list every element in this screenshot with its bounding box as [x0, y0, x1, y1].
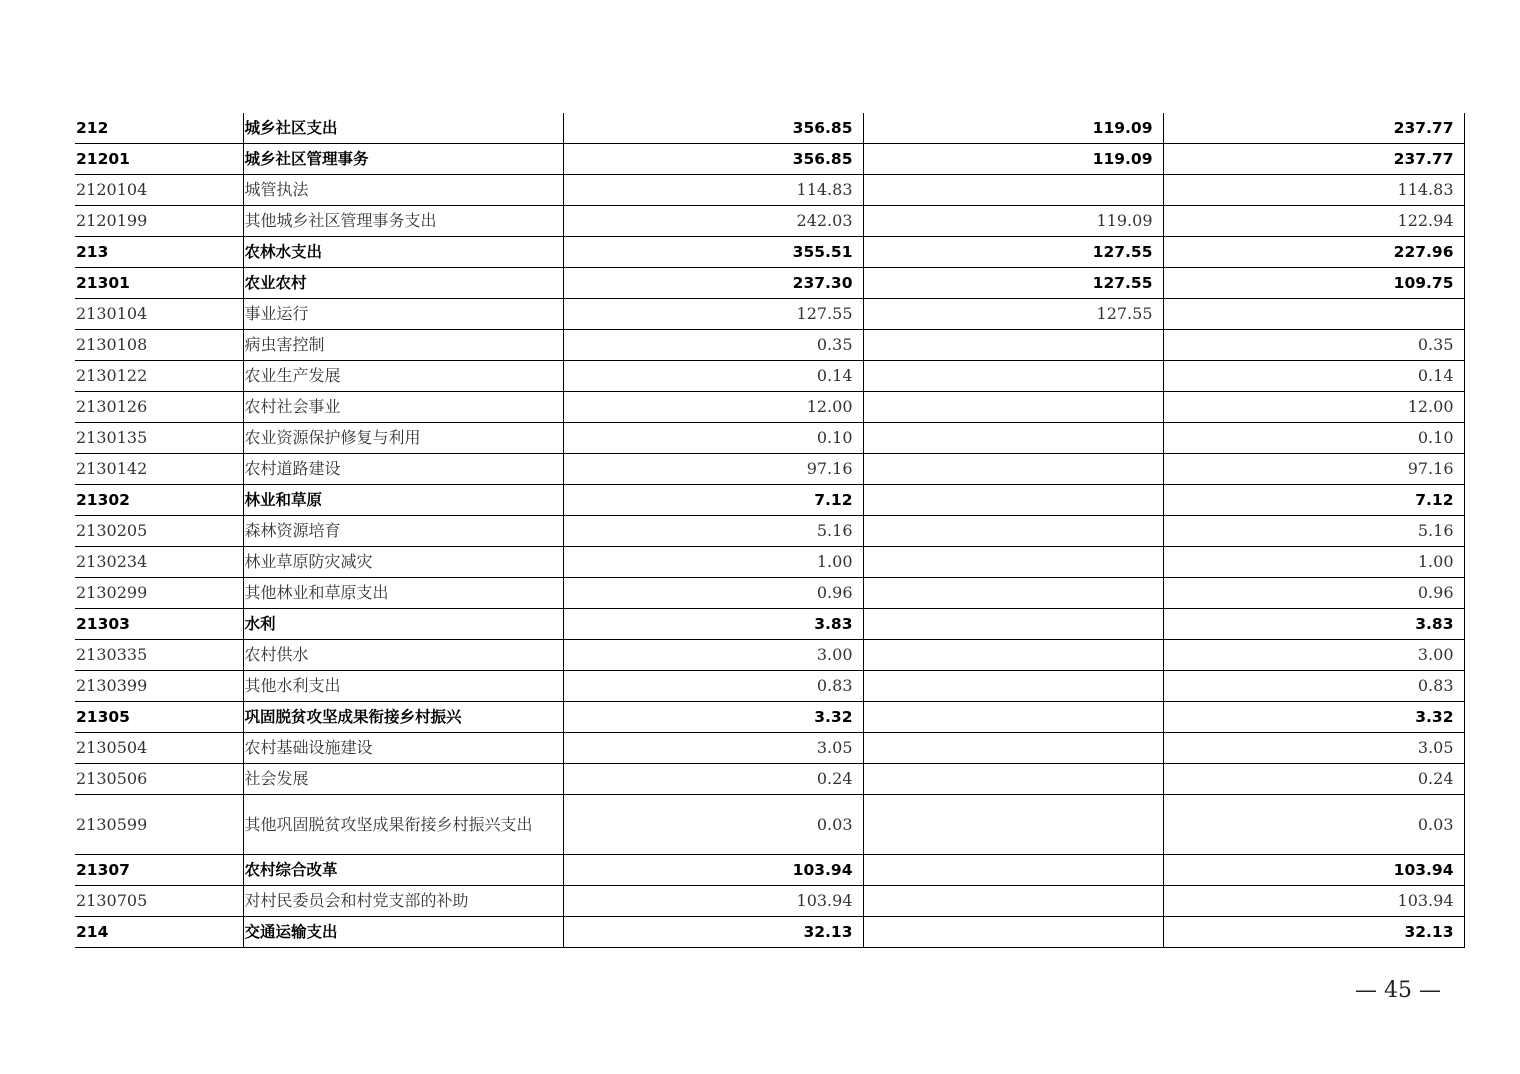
table-row: [75, 330, 1464, 361]
basic-expenditure-cell: 119.09: [863, 113, 1163, 144]
table-row: [75, 485, 1464, 516]
subject-code-cell: 2130705: [75, 886, 243, 917]
project-expenditure-cell: 97.16: [1163, 454, 1464, 485]
subject-code-cell: 2130299: [75, 578, 243, 609]
budget-table-body: [75, 113, 1464, 948]
table-row: [75, 113, 1464, 144]
basic-expenditure-cell: [863, 423, 1163, 454]
table-row: [75, 609, 1464, 640]
subject-name-cell: 其他林业和草原支出: [243, 578, 563, 609]
subject-code-cell: 2130506: [75, 764, 243, 795]
subject-code-cell: 2130135: [75, 423, 243, 454]
table-row: [75, 764, 1464, 795]
subject-name-cell: 农村道路建设: [243, 454, 563, 485]
table-row: [75, 640, 1464, 671]
basic-expenditure-cell: [863, 917, 1163, 948]
total-amount-cell: 0.35: [563, 330, 863, 361]
basic-expenditure-cell: [863, 547, 1163, 578]
basic-expenditure-cell: [863, 454, 1163, 485]
project-expenditure-cell: 0.83: [1163, 671, 1464, 702]
basic-expenditure-cell: [863, 640, 1163, 671]
subject-code-cell: 2130599: [75, 795, 243, 855]
total-amount-cell: 1.00: [563, 547, 863, 578]
total-amount-cell: 3.00: [563, 640, 863, 671]
project-expenditure-cell: 0.10: [1163, 423, 1464, 454]
subject-code-cell: 2130399: [75, 671, 243, 702]
total-amount-cell: 114.83: [563, 175, 863, 206]
project-expenditure-cell: 103.94: [1163, 886, 1464, 917]
basic-expenditure-cell: [863, 886, 1163, 917]
total-amount-cell: 0.14: [563, 361, 863, 392]
total-amount-cell: 0.83: [563, 671, 863, 702]
subject-name-cell: 农业资源保护修复与利用: [243, 423, 563, 454]
total-amount-cell: 356.85: [563, 113, 863, 144]
table-row: [75, 547, 1464, 578]
basic-expenditure-cell: 127.55: [863, 299, 1163, 330]
subject-code-cell: 212: [75, 113, 243, 144]
subject-code-cell: 2120199: [75, 206, 243, 237]
project-expenditure-cell: 3.32: [1163, 702, 1464, 733]
basic-expenditure-cell: 127.55: [863, 237, 1163, 268]
basic-expenditure-cell: [863, 671, 1163, 702]
page-number: — 45 —: [1355, 978, 1441, 1003]
budget-table: [75, 113, 1465, 948]
project-expenditure-cell: 114.83: [1163, 175, 1464, 206]
subject-code-cell: 21307: [75, 855, 243, 886]
subject-code-cell: 21201: [75, 144, 243, 175]
subject-code-cell: 2130126: [75, 392, 243, 423]
table-row: [75, 237, 1464, 268]
project-expenditure-cell: 1.00: [1163, 547, 1464, 578]
total-amount-cell: 5.16: [563, 516, 863, 547]
project-expenditure-cell: 103.94: [1163, 855, 1464, 886]
subject-name-cell: 社会发展: [243, 764, 563, 795]
subject-name-cell: 森林资源培育: [243, 516, 563, 547]
basic-expenditure-cell: [863, 702, 1163, 733]
subject-name-cell: 其他巩固脱贫攻坚成果衔接乡村振兴支出: [243, 795, 563, 855]
subject-name-cell: 巩固脱贫攻坚成果衔接乡村振兴: [243, 702, 563, 733]
subject-code-cell: 2130122: [75, 361, 243, 392]
basic-expenditure-cell: [863, 578, 1163, 609]
subject-name-cell: 交通运输支出: [243, 917, 563, 948]
subject-name-cell: 水利: [243, 609, 563, 640]
subject-name-cell: 农村基础设施建设: [243, 733, 563, 764]
basic-expenditure-cell: [863, 609, 1163, 640]
total-amount-cell: 3.05: [563, 733, 863, 764]
project-expenditure-cell: 3.05: [1163, 733, 1464, 764]
total-amount-cell: 7.12: [563, 485, 863, 516]
subject-code-cell: 214: [75, 917, 243, 948]
total-amount-cell: 12.00: [563, 392, 863, 423]
project-expenditure-cell: [1163, 299, 1464, 330]
table-row: [75, 423, 1464, 454]
project-expenditure-cell: 237.77: [1163, 113, 1464, 144]
table-row: [75, 299, 1464, 330]
subject-name-cell: 其他城乡社区管理事务支出: [243, 206, 563, 237]
table-row: [75, 578, 1464, 609]
subject-code-cell: 2130234: [75, 547, 243, 578]
subject-code-cell: 213: [75, 237, 243, 268]
subject-code-cell: 21301: [75, 268, 243, 299]
project-expenditure-cell: 0.96: [1163, 578, 1464, 609]
project-expenditure-cell: 3.00: [1163, 640, 1464, 671]
subject-code-cell: 2130205: [75, 516, 243, 547]
basic-expenditure-cell: [863, 855, 1163, 886]
project-expenditure-cell: 0.03: [1163, 795, 1464, 855]
basic-expenditure-cell: [863, 733, 1163, 764]
subject-code-cell: 21302: [75, 485, 243, 516]
basic-expenditure-cell: 119.09: [863, 206, 1163, 237]
project-expenditure-cell: 5.16: [1163, 516, 1464, 547]
basic-expenditure-cell: [863, 175, 1163, 206]
basic-expenditure-cell: 119.09: [863, 144, 1163, 175]
project-expenditure-cell: 0.24: [1163, 764, 1464, 795]
total-amount-cell: 97.16: [563, 454, 863, 485]
total-amount-cell: 242.03: [563, 206, 863, 237]
table-row: [75, 917, 1464, 948]
project-expenditure-cell: 3.83: [1163, 609, 1464, 640]
table-row: [75, 733, 1464, 764]
table-row: [75, 702, 1464, 733]
subject-name-cell: 林业草原防灾减灾: [243, 547, 563, 578]
total-amount-cell: 3.32: [563, 702, 863, 733]
project-expenditure-cell: 0.35: [1163, 330, 1464, 361]
subject-name-cell: 农村供水: [243, 640, 563, 671]
total-amount-cell: 0.96: [563, 578, 863, 609]
basic-expenditure-cell: [863, 485, 1163, 516]
table-row: [75, 516, 1464, 547]
subject-name-cell: 病虫害控制: [243, 330, 563, 361]
total-amount-cell: 32.13: [563, 917, 863, 948]
subject-name-cell: 农业生产发展: [243, 361, 563, 392]
subject-code-cell: 2130142: [75, 454, 243, 485]
project-expenditure-cell: 122.94: [1163, 206, 1464, 237]
project-expenditure-cell: 7.12: [1163, 485, 1464, 516]
table-row: [75, 268, 1464, 299]
subject-name-cell: 农林水支出: [243, 237, 563, 268]
subject-name-cell: 林业和草原: [243, 485, 563, 516]
table-row: [75, 144, 1464, 175]
subject-name-cell: 对村民委员会和村党支部的补助: [243, 886, 563, 917]
total-amount-cell: 127.55: [563, 299, 863, 330]
project-expenditure-cell: 109.75: [1163, 268, 1464, 299]
total-amount-cell: 0.03: [563, 795, 863, 855]
total-amount-cell: 103.94: [563, 855, 863, 886]
project-expenditure-cell: 227.96: [1163, 237, 1464, 268]
subject-name-cell: 农业农村: [243, 268, 563, 299]
subject-name-cell: 城乡社区支出: [243, 113, 563, 144]
project-expenditure-cell: 237.77: [1163, 144, 1464, 175]
total-amount-cell: 103.94: [563, 886, 863, 917]
total-amount-cell: 0.24: [563, 764, 863, 795]
total-amount-cell: 3.83: [563, 609, 863, 640]
subject-code-cell: 2130504: [75, 733, 243, 764]
subject-code-cell: 2130104: [75, 299, 243, 330]
total-amount-cell: 356.85: [563, 144, 863, 175]
subject-code-cell: 2130335: [75, 640, 243, 671]
basic-expenditure-cell: [863, 392, 1163, 423]
table-row: [75, 361, 1464, 392]
total-amount-cell: 237.30: [563, 268, 863, 299]
table-row: [75, 206, 1464, 237]
table-row: [75, 886, 1464, 917]
subject-name-cell: 农村社会事业: [243, 392, 563, 423]
subject-name-cell: 城管执法: [243, 175, 563, 206]
basic-expenditure-cell: 127.55: [863, 268, 1163, 299]
subject-code-cell: 2130108: [75, 330, 243, 361]
subject-name-cell: 事业运行: [243, 299, 563, 330]
subject-code-cell: 21305: [75, 702, 243, 733]
table-row: [75, 671, 1464, 702]
basic-expenditure-cell: [863, 516, 1163, 547]
basic-expenditure-cell: [863, 795, 1163, 855]
table-row: [75, 454, 1464, 485]
table-row: [75, 855, 1464, 886]
basic-expenditure-cell: [863, 764, 1163, 795]
table-row: [75, 795, 1464, 855]
total-amount-cell: 355.51: [563, 237, 863, 268]
table-row: [75, 175, 1464, 206]
table-row: [75, 392, 1464, 423]
subject-name-cell: 其他水利支出: [243, 671, 563, 702]
basic-expenditure-cell: [863, 361, 1163, 392]
subject-name-cell: 农村综合改革: [243, 855, 563, 886]
project-expenditure-cell: 32.13: [1163, 917, 1464, 948]
project-expenditure-cell: 0.14: [1163, 361, 1464, 392]
subject-code-cell: 21303: [75, 609, 243, 640]
total-amount-cell: 0.10: [563, 423, 863, 454]
basic-expenditure-cell: [863, 330, 1163, 361]
subject-code-cell: 2120104: [75, 175, 243, 206]
subject-name-cell: 城乡社区管理事务: [243, 144, 563, 175]
project-expenditure-cell: 12.00: [1163, 392, 1464, 423]
